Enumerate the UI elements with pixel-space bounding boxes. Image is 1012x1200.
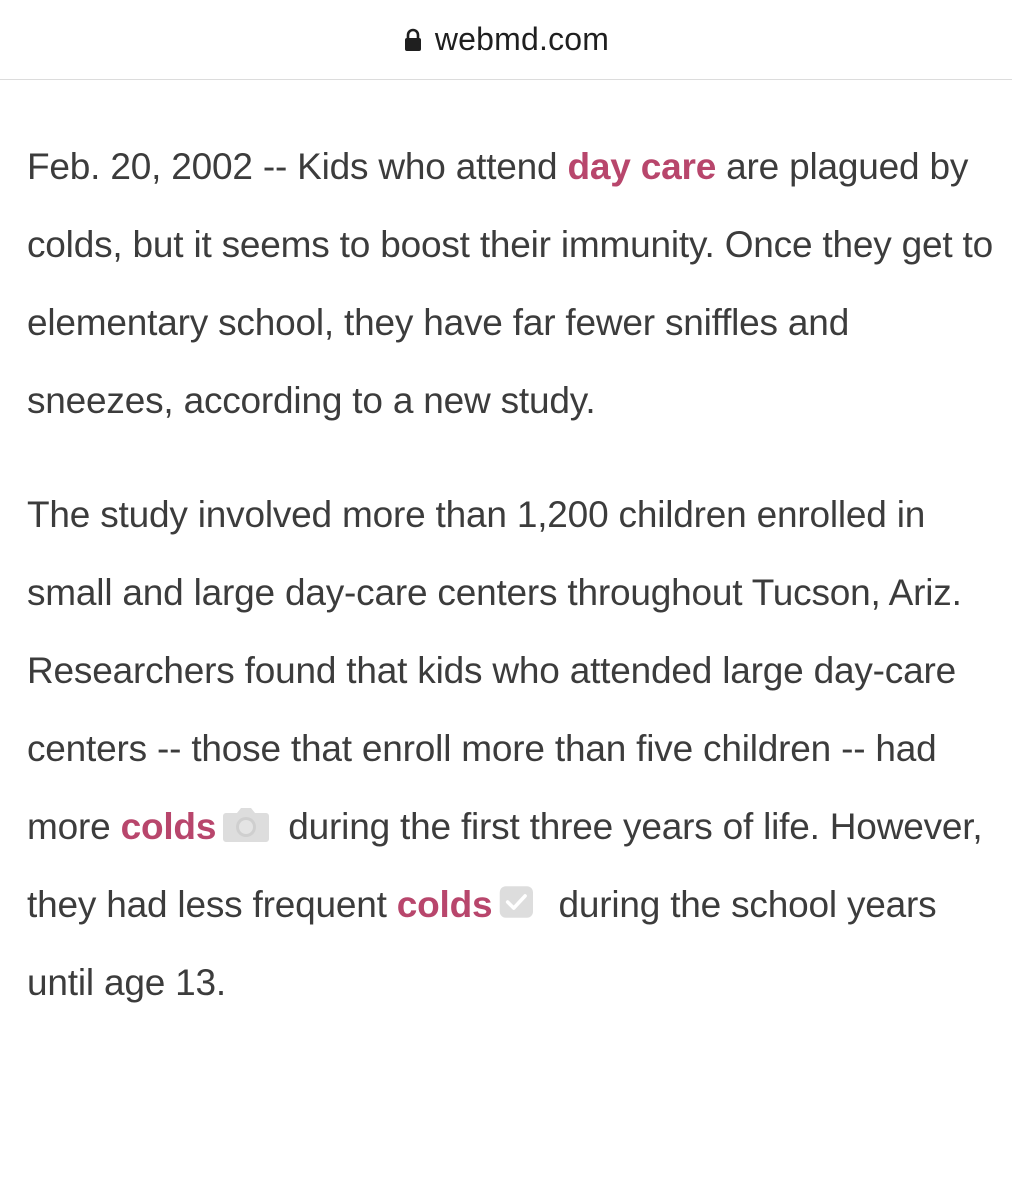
colds-link-1[interactable]: colds	[120, 806, 217, 847]
paragraph-text: are plagued by colds, but it seems to boost their immunity. Once they get to elementary school, they have far fewer sniffles and sneezes, according to a new study.	[27, 146, 994, 421]
lock-icon	[403, 28, 423, 52]
day-care-link[interactable]: day care	[567, 146, 717, 187]
url-text: webmd.com	[434, 21, 610, 57]
camera-icon[interactable]	[222, 805, 270, 843]
colds-link-2[interactable]: colds	[396, 884, 493, 925]
article-paragraph-2	[27, 476, 1002, 1022]
checkbox-icon[interactable]	[498, 883, 540, 921]
article-paragraph-1	[27, 128, 1002, 440]
paragraph-text: Feb. 20, 2002 -- Kids who attend	[27, 146, 568, 187]
paragraph-text: during the first three years of life. However, they had less frequent	[27, 806, 983, 925]
address-bar[interactable]	[0, 0, 1012, 80]
url-display[interactable]	[403, 21, 609, 58]
paragraph-text: The study involved more than 1,200 children enrolled in small and large day-care centers throughout Tucson, Ariz. Researchers found that kids who attended large day-care centers -- those that enroll more than five children -- had more	[27, 494, 962, 847]
paragraph-text: during the school years until age 13.	[27, 884, 937, 1003]
article-body	[27, 128, 1002, 1022]
